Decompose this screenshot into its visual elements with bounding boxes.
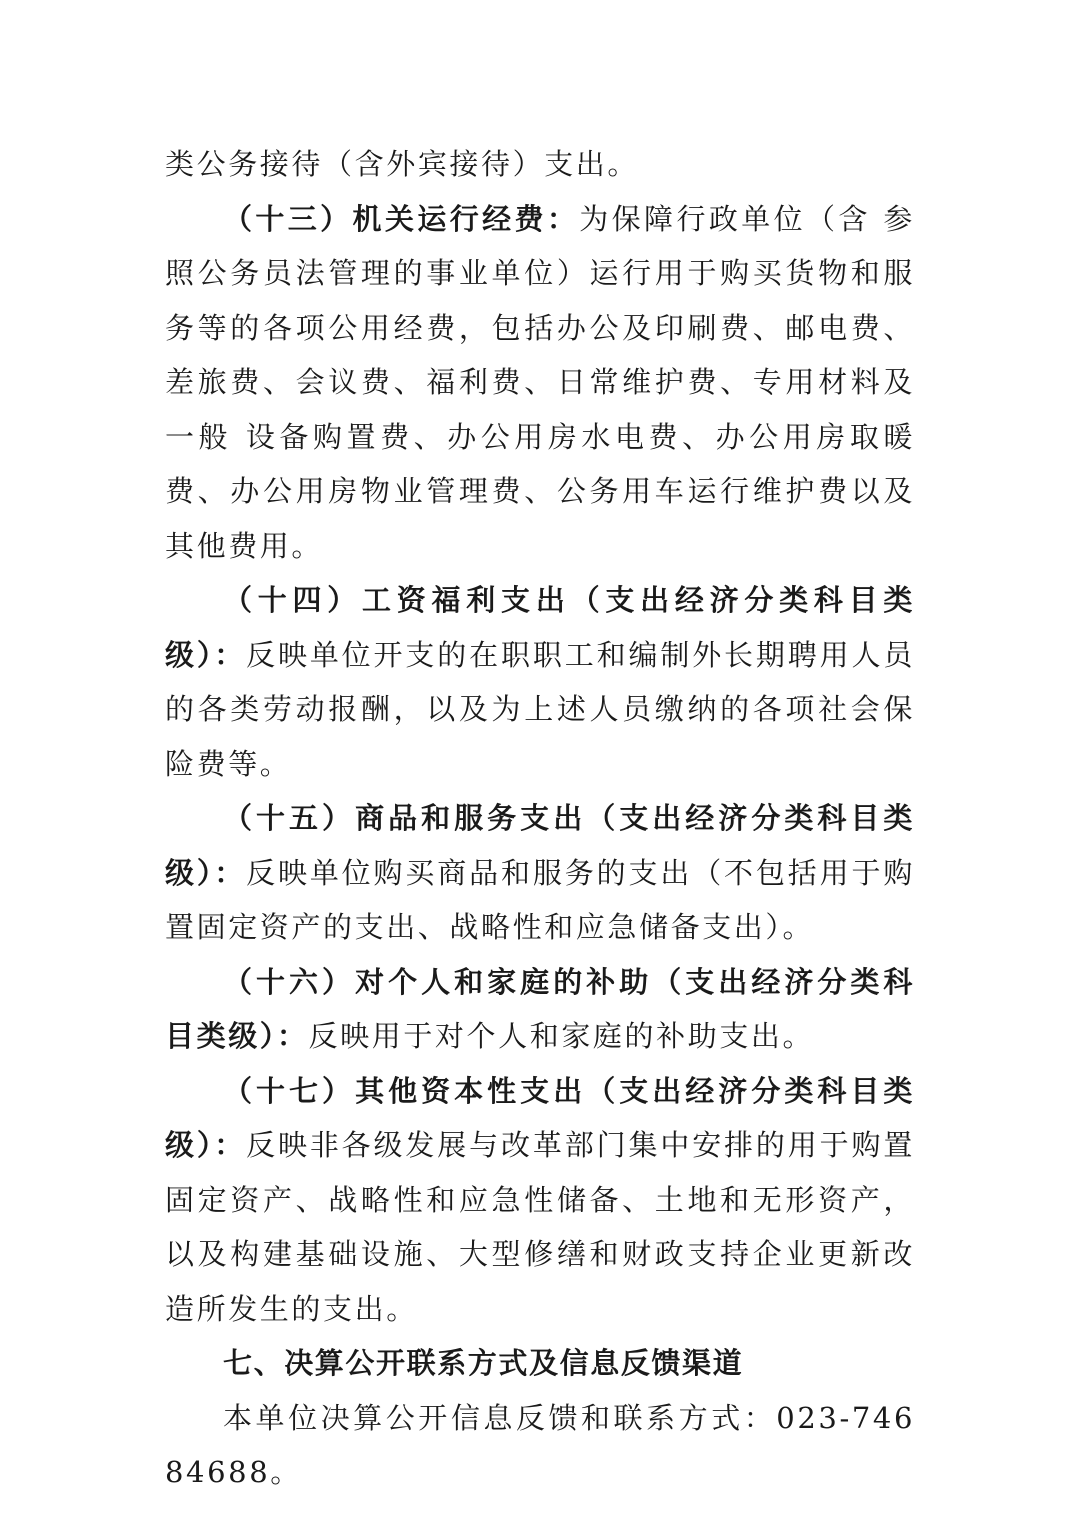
paragraph-intro: 类公务接待（含外宾接待）支出。 — [165, 147, 640, 181]
term-description: 反映用于对个人和家庭的补助支出。 — [308, 1019, 815, 1053]
term-label: （十七）其他资本性支出（支出经济分类科目类级）： — [165, 1073, 915, 1162]
term-description: 反映单位购买商品和服务的支出（不包括用于购置固定资产的支出、战略性和应急储备支出）。 — [165, 855, 915, 944]
paragraph-item-17 — [165, 1064, 915, 1337]
paragraph-item-16 — [165, 955, 915, 1064]
document-body — [165, 137, 915, 1500]
paragraph-item-15 — [165, 791, 915, 955]
term-description: 反映非各级发展与改革部门集中安排的用于购置固定资产、战略性和应急性储备、土地和无形资产，以及构建基础设施、大型修缮和财政支持企业更新改造所发生的支出。 — [165, 1128, 915, 1326]
contact-line: 本单位决算公开信息反馈和联系方式：023-74684688。 — [165, 1400, 915, 1489]
term-label: （十六）对个人和家庭的补助（支出经济分类科目类级）： — [165, 964, 915, 1053]
term-description: 为保障行政单位（含 参照公务员法管理的事业单位）运行用于购买货物和服务等的各项公用经费，包括办公及印刷费、邮电费、差旅费、会议费、福利费、日常维护费、专用材料及一般 设备购置费、办公用房水电费、办公用房取暖费、办公用房物业管理费、公务用车运行维护费以及其他费用。 — [165, 201, 915, 563]
paragraph-item-14 — [165, 573, 915, 791]
section-heading: 七、决算公开联系方式及信息反馈渠道 — [223, 1346, 744, 1380]
term-description: 反映单位开支的在职职工和编制外长期聘用人员的各类劳动报酬，以及为上述人员缴纳的各项社会保险费等。 — [165, 637, 915, 781]
term-label: （十五）商品和服务支出（支出经济分类科目类级）： — [165, 801, 915, 890]
term-label: （十三）机关运行经费： — [223, 201, 580, 236]
paragraph-item-13 — [165, 192, 915, 574]
term-label: （十四）工资福利支出（支出经济分类科目类级）： — [165, 583, 915, 672]
